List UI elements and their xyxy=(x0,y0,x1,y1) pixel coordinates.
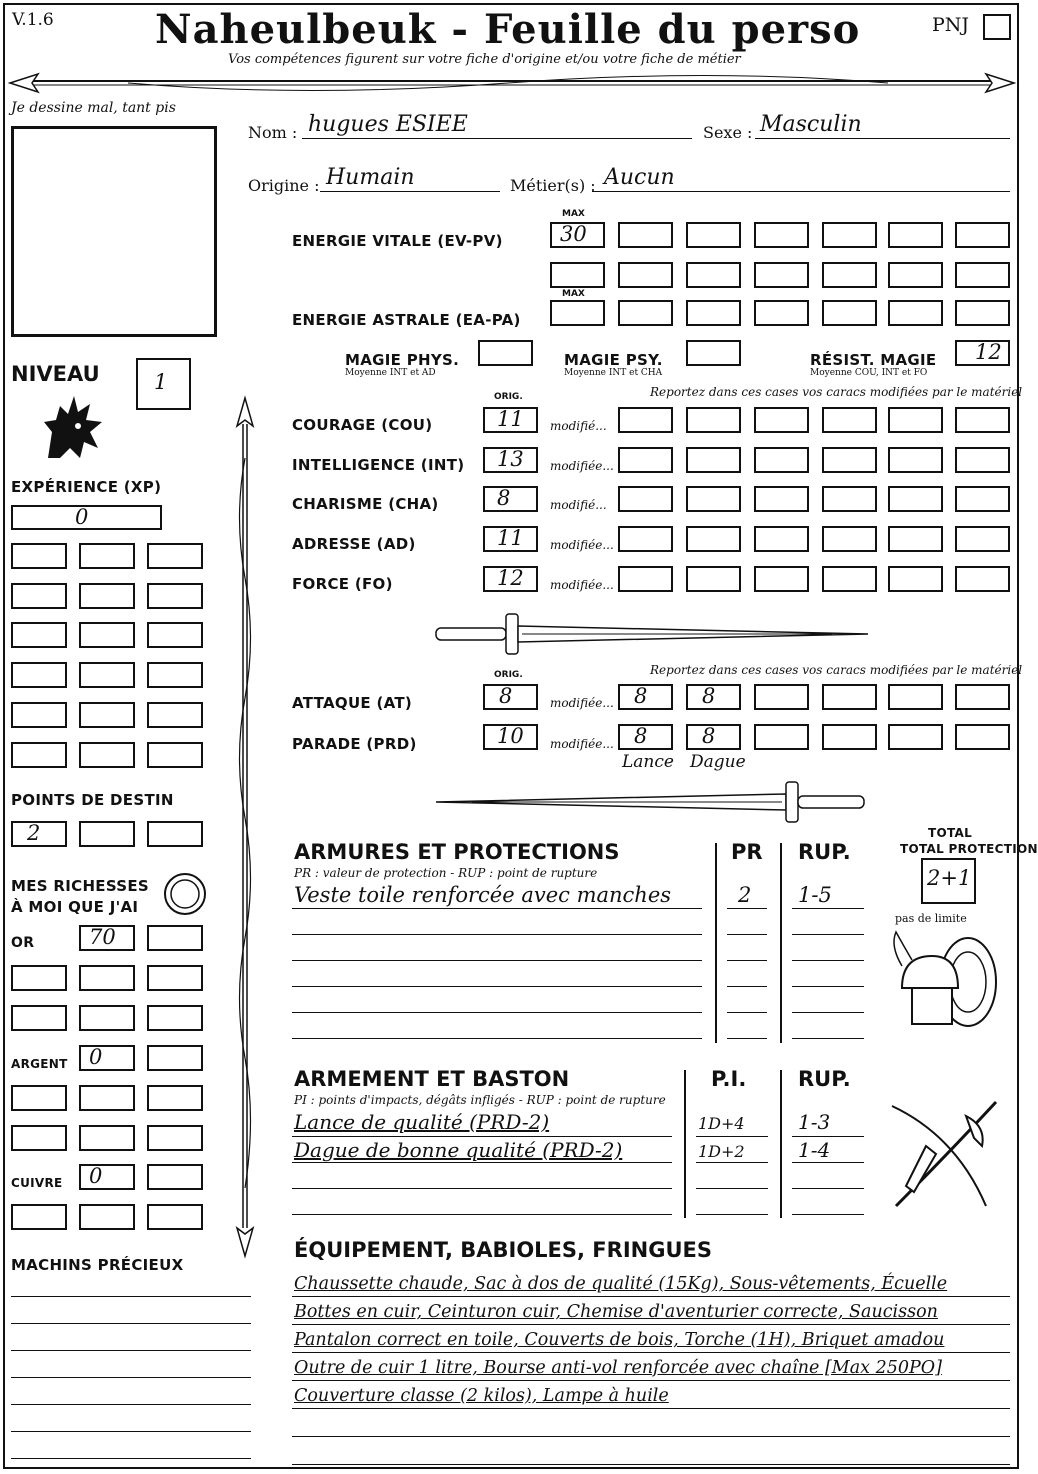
armure-line[interactable] xyxy=(292,908,702,909)
experience-box[interactable] xyxy=(147,662,203,688)
armure-pr-line[interactable] xyxy=(727,960,767,961)
destin-value: 2 xyxy=(27,821,41,845)
carac-orig-box[interactable] xyxy=(483,407,538,433)
coin-icon xyxy=(163,872,207,916)
argent-box-2[interactable] xyxy=(147,1045,203,1071)
ev-row2-box-2[interactable] xyxy=(618,262,673,288)
experience-box[interactable] xyxy=(79,662,135,688)
equipement-text: Couverture classe (2 kilos), Lampe à huile xyxy=(294,1386,669,1406)
resist-magie-box[interactable] xyxy=(955,340,1010,366)
arme-line[interactable] xyxy=(292,1136,672,1137)
cuivre-value: 0 xyxy=(89,1164,103,1188)
ev-row2-box-3[interactable] xyxy=(686,262,741,288)
arme-line[interactable] xyxy=(292,1214,672,1215)
ev-row2-box-6[interactable] xyxy=(888,262,943,288)
weapons-icon xyxy=(886,1096,1006,1216)
carac-0-box-5[interactable] xyxy=(888,407,943,433)
carac-1-box-4[interactable] xyxy=(822,447,877,473)
spear-divider-icon xyxy=(8,68,1016,98)
carac-1-box-1[interactable] xyxy=(618,447,673,473)
ev-row1-box-2[interactable] xyxy=(686,222,741,248)
pnj-label: PNJ xyxy=(932,14,970,36)
experience-box[interactable] xyxy=(147,702,203,728)
carac-modif-label: modifié... xyxy=(550,498,607,512)
arme-rup-line[interactable] xyxy=(792,1162,864,1163)
equipement-text: Outre de cuir 1 litre, Bourse anti-vol renforcée avec chaîne [Max 250PO] xyxy=(294,1358,942,1378)
machins-line[interactable] xyxy=(11,1296,251,1297)
armure-pr-line[interactable] xyxy=(727,934,767,935)
prd-orig-value: 10 xyxy=(497,724,524,748)
ev-row1-box-4[interactable] xyxy=(822,222,877,248)
carac-orig-value: 12 xyxy=(497,566,524,590)
armure-name: Veste toile renforcée avec manches xyxy=(294,883,672,907)
ea-box-2[interactable] xyxy=(686,300,741,326)
helmet-shield-icon xyxy=(888,926,1000,1036)
at-extra-box-1[interactable] xyxy=(754,684,809,710)
limit-note: pas de limite xyxy=(895,912,967,925)
sexe-underline xyxy=(755,138,1010,139)
armures-rup-label: RUP. xyxy=(798,840,851,864)
niveau-box[interactable] xyxy=(136,358,191,410)
money-box[interactable] xyxy=(147,965,203,991)
at-modif-label: modifiée... xyxy=(550,696,614,710)
carac-1-box-3[interactable] xyxy=(754,447,809,473)
carac-2-box-2[interactable] xyxy=(686,486,741,512)
carac-orig-box[interactable] xyxy=(483,566,538,592)
armement-title: ARMEMENT ET BASTON xyxy=(294,1067,570,1091)
combat-orig-label: ORIG. xyxy=(494,670,523,680)
machins-label: MACHINS PRÉCIEUX xyxy=(11,1256,184,1274)
carac-report-note: Reportez dans ces cases vos caracs modifiées par le matériel xyxy=(650,385,1023,399)
arme-rup: 1-3 xyxy=(798,1110,831,1134)
at-extra-box-2[interactable] xyxy=(822,684,877,710)
ea-max-label: MAX xyxy=(562,289,585,299)
experience-box[interactable] xyxy=(147,543,203,569)
experience-box[interactable] xyxy=(79,702,135,728)
magie-phys-box[interactable] xyxy=(478,340,533,366)
ev-row2-box-5[interactable] xyxy=(822,262,877,288)
machins-line[interactable] xyxy=(11,1458,251,1459)
ev-row1-box-5[interactable] xyxy=(888,222,943,248)
money-box[interactable] xyxy=(11,1204,67,1230)
experience-box[interactable] xyxy=(11,662,67,688)
prd-orig-box[interactable] xyxy=(483,724,538,750)
experience-box[interactable] xyxy=(79,622,135,648)
experience-box[interactable] xyxy=(11,702,67,728)
machins-line[interactable] xyxy=(11,1404,251,1405)
magie-phys-note: Moyenne INT et AD xyxy=(345,368,436,378)
sword-icon-2 xyxy=(432,780,872,824)
equipement-line[interactable] xyxy=(292,1352,1010,1353)
carac-modif-label: modifié... xyxy=(550,419,607,433)
prd-extra-box-4[interactable] xyxy=(955,724,1010,750)
total-protection-label: TOTAL PROTECTION xyxy=(900,842,1038,856)
carac-orig-box[interactable] xyxy=(483,447,538,473)
armures-pr-label: PR xyxy=(731,840,763,864)
carac-orig-value: 11 xyxy=(497,526,524,550)
equipement-line[interactable] xyxy=(292,1436,1010,1437)
carac-3-box-4[interactable] xyxy=(822,526,877,552)
argent-box[interactable] xyxy=(79,1045,135,1071)
carac-orig-box[interactable] xyxy=(483,486,538,512)
carac-4-box-3[interactable] xyxy=(754,566,809,592)
armures-title: ARMURES ET PROTECTIONS xyxy=(294,840,620,864)
niveau-label: NIVEAU xyxy=(11,362,100,386)
arme-rup-line[interactable] xyxy=(792,1136,864,1137)
carac-orig-box[interactable] xyxy=(483,526,538,552)
total-protection-value: 2+1 xyxy=(927,866,972,890)
armure-rup-line[interactable] xyxy=(792,1012,864,1013)
or-value: 70 xyxy=(89,925,116,949)
weapon-2-name: Dague xyxy=(690,752,746,772)
armement-note: PI : points d'impacts, dégâts infligés - RUP : point de rupture xyxy=(294,1093,666,1107)
carac-orig-value: 13 xyxy=(497,447,524,471)
carac-1-box-2[interactable] xyxy=(686,447,741,473)
carac-4-box-6[interactable] xyxy=(955,566,1010,592)
prd-extra-box-3[interactable] xyxy=(888,724,943,750)
or-box[interactable] xyxy=(79,925,135,951)
ev-row2-box-7[interactable] xyxy=(955,262,1010,288)
armure-rup-line[interactable] xyxy=(792,908,864,909)
armure-pr: 2 xyxy=(738,883,752,907)
armures-note: PR : valeur de protection - RUP : point de rupture xyxy=(294,866,598,880)
arme-rup-line[interactable] xyxy=(792,1214,864,1215)
money-box[interactable] xyxy=(79,1125,135,1151)
arme-line[interactable] xyxy=(292,1162,672,1163)
armement-pi-label: P.I. xyxy=(711,1067,747,1091)
cuivre-box[interactable] xyxy=(79,1164,135,1190)
carac-0-box-2[interactable] xyxy=(686,407,741,433)
dragon-icon xyxy=(40,392,106,464)
sword-icon xyxy=(432,612,872,656)
experience-box[interactable] xyxy=(79,543,135,569)
ev-row2-box-4[interactable] xyxy=(754,262,809,288)
armure-line[interactable] xyxy=(292,986,702,987)
ev-row1-box-6[interactable] xyxy=(955,222,1010,248)
carac-2-box-6[interactable] xyxy=(955,486,1010,512)
at-orig-box[interactable] xyxy=(483,684,538,710)
at-extra-box-3[interactable] xyxy=(888,684,943,710)
sheet-subtitle: Vos compétences figurent sur votre fiche d'origine et/ou votre fiche de métier xyxy=(228,52,741,67)
portrait-caption: Je dessine mal, tant pis xyxy=(11,100,176,116)
ea-box-3[interactable] xyxy=(754,300,809,326)
weapon-1-name: Lance xyxy=(622,752,674,772)
armure-pr-line[interactable] xyxy=(727,1012,767,1013)
carac-orig-value: 8 xyxy=(497,486,511,510)
carac-2-box-5[interactable] xyxy=(888,486,943,512)
magie-psy-note: Moyenne INT et CHA xyxy=(564,368,663,378)
equipement-title: ÉQUIPEMENT, BABIOLES, FRINGUES xyxy=(294,1238,712,1262)
carac-0-box-4[interactable] xyxy=(822,407,877,433)
carac-2-box-4[interactable] xyxy=(822,486,877,512)
money-box[interactable] xyxy=(79,1204,135,1230)
experience-box[interactable] xyxy=(11,583,67,609)
experience-box[interactable] xyxy=(147,742,203,768)
ea-label: ENERGIE ASTRALE (EA-PA) xyxy=(292,311,521,329)
prd-weapon-2-box[interactable]: 8 xyxy=(686,724,741,750)
sheet-title: Naheulbeuk - Feuille du perso xyxy=(155,6,861,53)
metier-label: Métier(s) : xyxy=(510,176,596,195)
carac-modif-label: modifiée... xyxy=(550,578,614,592)
carac-3-box-2[interactable] xyxy=(686,526,741,552)
carac-4-box-1[interactable] xyxy=(618,566,673,592)
experience-box[interactable] xyxy=(147,622,203,648)
arme-pi-line[interactable] xyxy=(696,1136,768,1137)
argent-value: 0 xyxy=(89,1045,103,1069)
money-box[interactable] xyxy=(11,965,67,991)
armure-pr-line[interactable] xyxy=(727,986,767,987)
at-extra-box-4[interactable] xyxy=(955,684,1010,710)
destin-box-3[interactable] xyxy=(147,821,203,847)
ea-max-box[interactable] xyxy=(550,300,605,326)
carac-modif-label: modifiée... xyxy=(550,538,614,552)
carac-1-box-6[interactable] xyxy=(955,447,1010,473)
machins-line[interactable] xyxy=(11,1377,251,1378)
resist-magie-value: 12 xyxy=(975,340,1002,364)
armure-line[interactable] xyxy=(292,1038,702,1039)
carac-label: COURAGE (COU) xyxy=(292,416,433,434)
experience-box[interactable] xyxy=(79,742,135,768)
experience-value: 0 xyxy=(75,505,89,529)
carac-label: CHARISME (CHA) xyxy=(292,495,439,513)
carac-modif-label: modifiée... xyxy=(550,459,614,473)
at-label: ATTAQUE (AT) xyxy=(292,694,413,712)
richesses-label-2: À MOI QUE J'AI xyxy=(11,898,139,916)
experience-box[interactable] xyxy=(79,583,135,609)
prd-extra-box-2[interactable] xyxy=(822,724,877,750)
metier-value[interactable]: Aucun xyxy=(604,165,675,190)
destin-box-2[interactable] xyxy=(79,821,135,847)
machins-line[interactable] xyxy=(11,1350,251,1351)
sexe-value[interactable]: Masculin xyxy=(760,112,862,137)
arme-pi-line[interactable] xyxy=(696,1188,768,1189)
carac-2-box-1[interactable] xyxy=(618,486,673,512)
carac-1-box-5[interactable] xyxy=(888,447,943,473)
equipement-line[interactable] xyxy=(292,1408,1010,1409)
ev-max-label: MAX xyxy=(562,209,585,219)
carac-3-box-3[interactable] xyxy=(754,526,809,552)
ea-box-1[interactable] xyxy=(618,300,673,326)
ea-box-5[interactable] xyxy=(888,300,943,326)
carac-3-box-6[interactable] xyxy=(955,526,1010,552)
armure-rup-line[interactable] xyxy=(792,1038,864,1039)
experience-label: EXPÉRIENCE (XP) xyxy=(11,478,162,496)
money-box[interactable] xyxy=(147,1125,203,1151)
arme-name: Dague de bonne qualité (PRD-2) xyxy=(294,1138,623,1162)
carac-2-box-3[interactable] xyxy=(754,486,809,512)
armement-divider-1 xyxy=(684,1070,686,1218)
destin-label: POINTS DE DESTIN xyxy=(11,791,174,809)
carac-0-box-1[interactable] xyxy=(618,407,673,433)
equipement-line[interactable] xyxy=(292,1380,1010,1381)
origine-label: Origine : xyxy=(248,176,320,195)
magie-psy-label: MAGIE PSY. xyxy=(564,351,663,369)
prd-modif-label: modifiée... xyxy=(550,737,614,751)
money-box[interactable] xyxy=(79,1085,135,1111)
carac-label: ADRESSE (AD) xyxy=(292,535,416,553)
arme-pi-line[interactable] xyxy=(696,1214,768,1215)
prd-label: PARADE (PRD) xyxy=(292,735,417,753)
armure-line[interactable] xyxy=(292,1012,702,1013)
vertical-spear-icon xyxy=(232,398,258,1258)
armures-divider-2 xyxy=(780,843,782,1043)
equipement-text: Chaussette chaude, Sac à dos de qualité (15Kg), Sous-vêtements, Écuelle xyxy=(294,1274,948,1294)
ev-label: ENERGIE VITALE (EV-PV) xyxy=(292,232,503,250)
arme-pi-line[interactable] xyxy=(696,1162,768,1163)
equipement-line[interactable] xyxy=(292,1324,1010,1325)
armure-rup: 1-5 xyxy=(798,883,832,907)
money-box[interactable] xyxy=(11,1005,67,1031)
armure-rup-line[interactable] xyxy=(792,986,864,987)
ev-row1-box-3[interactable] xyxy=(754,222,809,248)
money-box[interactable] xyxy=(147,1085,203,1111)
total-protection-box[interactable] xyxy=(921,858,976,904)
machins-line[interactable] xyxy=(11,1323,251,1324)
pnj-checkbox[interactable] xyxy=(983,14,1011,40)
at-orig-value: 8 xyxy=(499,684,513,708)
ea-box-6[interactable] xyxy=(955,300,1010,326)
magie-phys-label: MAGIE PHYS. xyxy=(345,351,460,369)
cuivre-label: CUIVRE xyxy=(11,1176,63,1190)
armure-rup-line[interactable] xyxy=(792,960,864,961)
machins-line[interactable] xyxy=(11,1431,251,1432)
nom-label: Nom : xyxy=(248,123,298,142)
arme-rup-line[interactable] xyxy=(792,1188,864,1189)
portrait-box[interactable] xyxy=(11,126,217,337)
nom-underline xyxy=(302,138,692,139)
carac-label: FORCE (FO) xyxy=(292,575,393,593)
experience-box[interactable] xyxy=(147,583,203,609)
niveau-value: 1 xyxy=(154,370,168,394)
ev-row1-box-1[interactable] xyxy=(618,222,673,248)
or-label: OR xyxy=(11,935,35,951)
money-box[interactable] xyxy=(147,1204,203,1230)
armures-divider-1 xyxy=(715,843,717,1043)
at-weapon-2-box[interactable]: 8 xyxy=(686,684,741,710)
armure-rup-line[interactable] xyxy=(792,934,864,935)
arme-name: Lance de qualité (PRD-2) xyxy=(294,1110,550,1134)
experience-box[interactable] xyxy=(11,742,67,768)
arme-pi: 1D+2 xyxy=(698,1142,745,1161)
magie-psy-box[interactable] xyxy=(686,340,741,366)
armure-line[interactable] xyxy=(292,934,702,935)
carac-orig-value: 11 xyxy=(497,407,524,431)
richesses-label-1: MES RICHESSES xyxy=(11,877,150,895)
version-label: V.1.6 xyxy=(12,10,54,30)
at-weapon-1-box[interactable]: 8 xyxy=(618,684,673,710)
carac-3-box-1[interactable] xyxy=(618,526,673,552)
arme-rup: 1-4 xyxy=(798,1138,831,1162)
combat-report-note: Reportez dans ces cases vos caracs modifiées par le matériel xyxy=(650,663,1023,677)
argent-label: ARGENT xyxy=(11,1057,68,1071)
carac-orig-label: ORIG. xyxy=(494,392,523,402)
armure-pr-line[interactable] xyxy=(727,1038,767,1039)
sexe-label: Sexe : xyxy=(703,123,753,142)
equipement-line[interactable] xyxy=(292,1464,1010,1465)
carac-4-box-2[interactable] xyxy=(686,566,741,592)
money-box[interactable] xyxy=(11,1085,67,1111)
destin-box-1[interactable] xyxy=(11,821,67,847)
equipement-text: Pantalon correct en toile, Couverts de bois, Torche (1H), Briquet amadou xyxy=(294,1330,945,1350)
or-box-2[interactable] xyxy=(147,925,203,951)
metier-underline xyxy=(592,191,1010,192)
money-box[interactable] xyxy=(79,965,135,991)
experience-total-box[interactable] xyxy=(11,505,162,530)
carac-4-box-5[interactable] xyxy=(888,566,943,592)
prd-extra-box-1[interactable] xyxy=(754,724,809,750)
carac-4-box-4[interactable] xyxy=(822,566,877,592)
nom-value[interactable]: hugues ESIEE xyxy=(308,112,468,137)
origine-underline xyxy=(320,191,500,192)
armement-rup-label: RUP. xyxy=(798,1067,851,1091)
experience-box[interactable] xyxy=(11,543,67,569)
arme-line[interactable] xyxy=(292,1188,672,1189)
resist-magie-note: Moyenne COU, INT et FO xyxy=(810,368,928,378)
resist-magie-label: RÉSIST. MAGIE xyxy=(810,351,937,369)
armure-line[interactable] xyxy=(292,960,702,961)
cuivre-box-2[interactable] xyxy=(147,1164,203,1190)
carac-0-box-6[interactable] xyxy=(955,407,1010,433)
experience-box[interactable] xyxy=(11,622,67,648)
armure-pr-line[interactable] xyxy=(727,908,767,909)
total-protection-label-1: TOTAL xyxy=(927,826,973,840)
arme-pi: 1D+4 xyxy=(698,1114,745,1133)
money-box[interactable] xyxy=(11,1125,67,1151)
equipement-line[interactable] xyxy=(292,1296,1010,1297)
equipement-text: Bottes en cuir, Ceinturon cuir, Chemise d'aventurier correcte, Saucisson xyxy=(294,1302,938,1322)
armement-divider-2 xyxy=(780,1070,782,1218)
carac-0-box-3[interactable] xyxy=(754,407,809,433)
ea-box-4[interactable] xyxy=(822,300,877,326)
carac-label: INTELLIGENCE (INT) xyxy=(292,456,465,474)
origine-value[interactable]: Humain xyxy=(326,165,415,190)
ev-row2-box-1[interactable] xyxy=(550,262,605,288)
ev-max-box[interactable] xyxy=(550,222,605,248)
ev-max-value: 30 xyxy=(560,222,587,246)
carac-3-box-5[interactable] xyxy=(888,526,943,552)
prd-weapon-1-box[interactable]: 8 xyxy=(618,724,673,750)
money-box[interactable] xyxy=(147,1005,203,1031)
money-box[interactable] xyxy=(79,1005,135,1031)
